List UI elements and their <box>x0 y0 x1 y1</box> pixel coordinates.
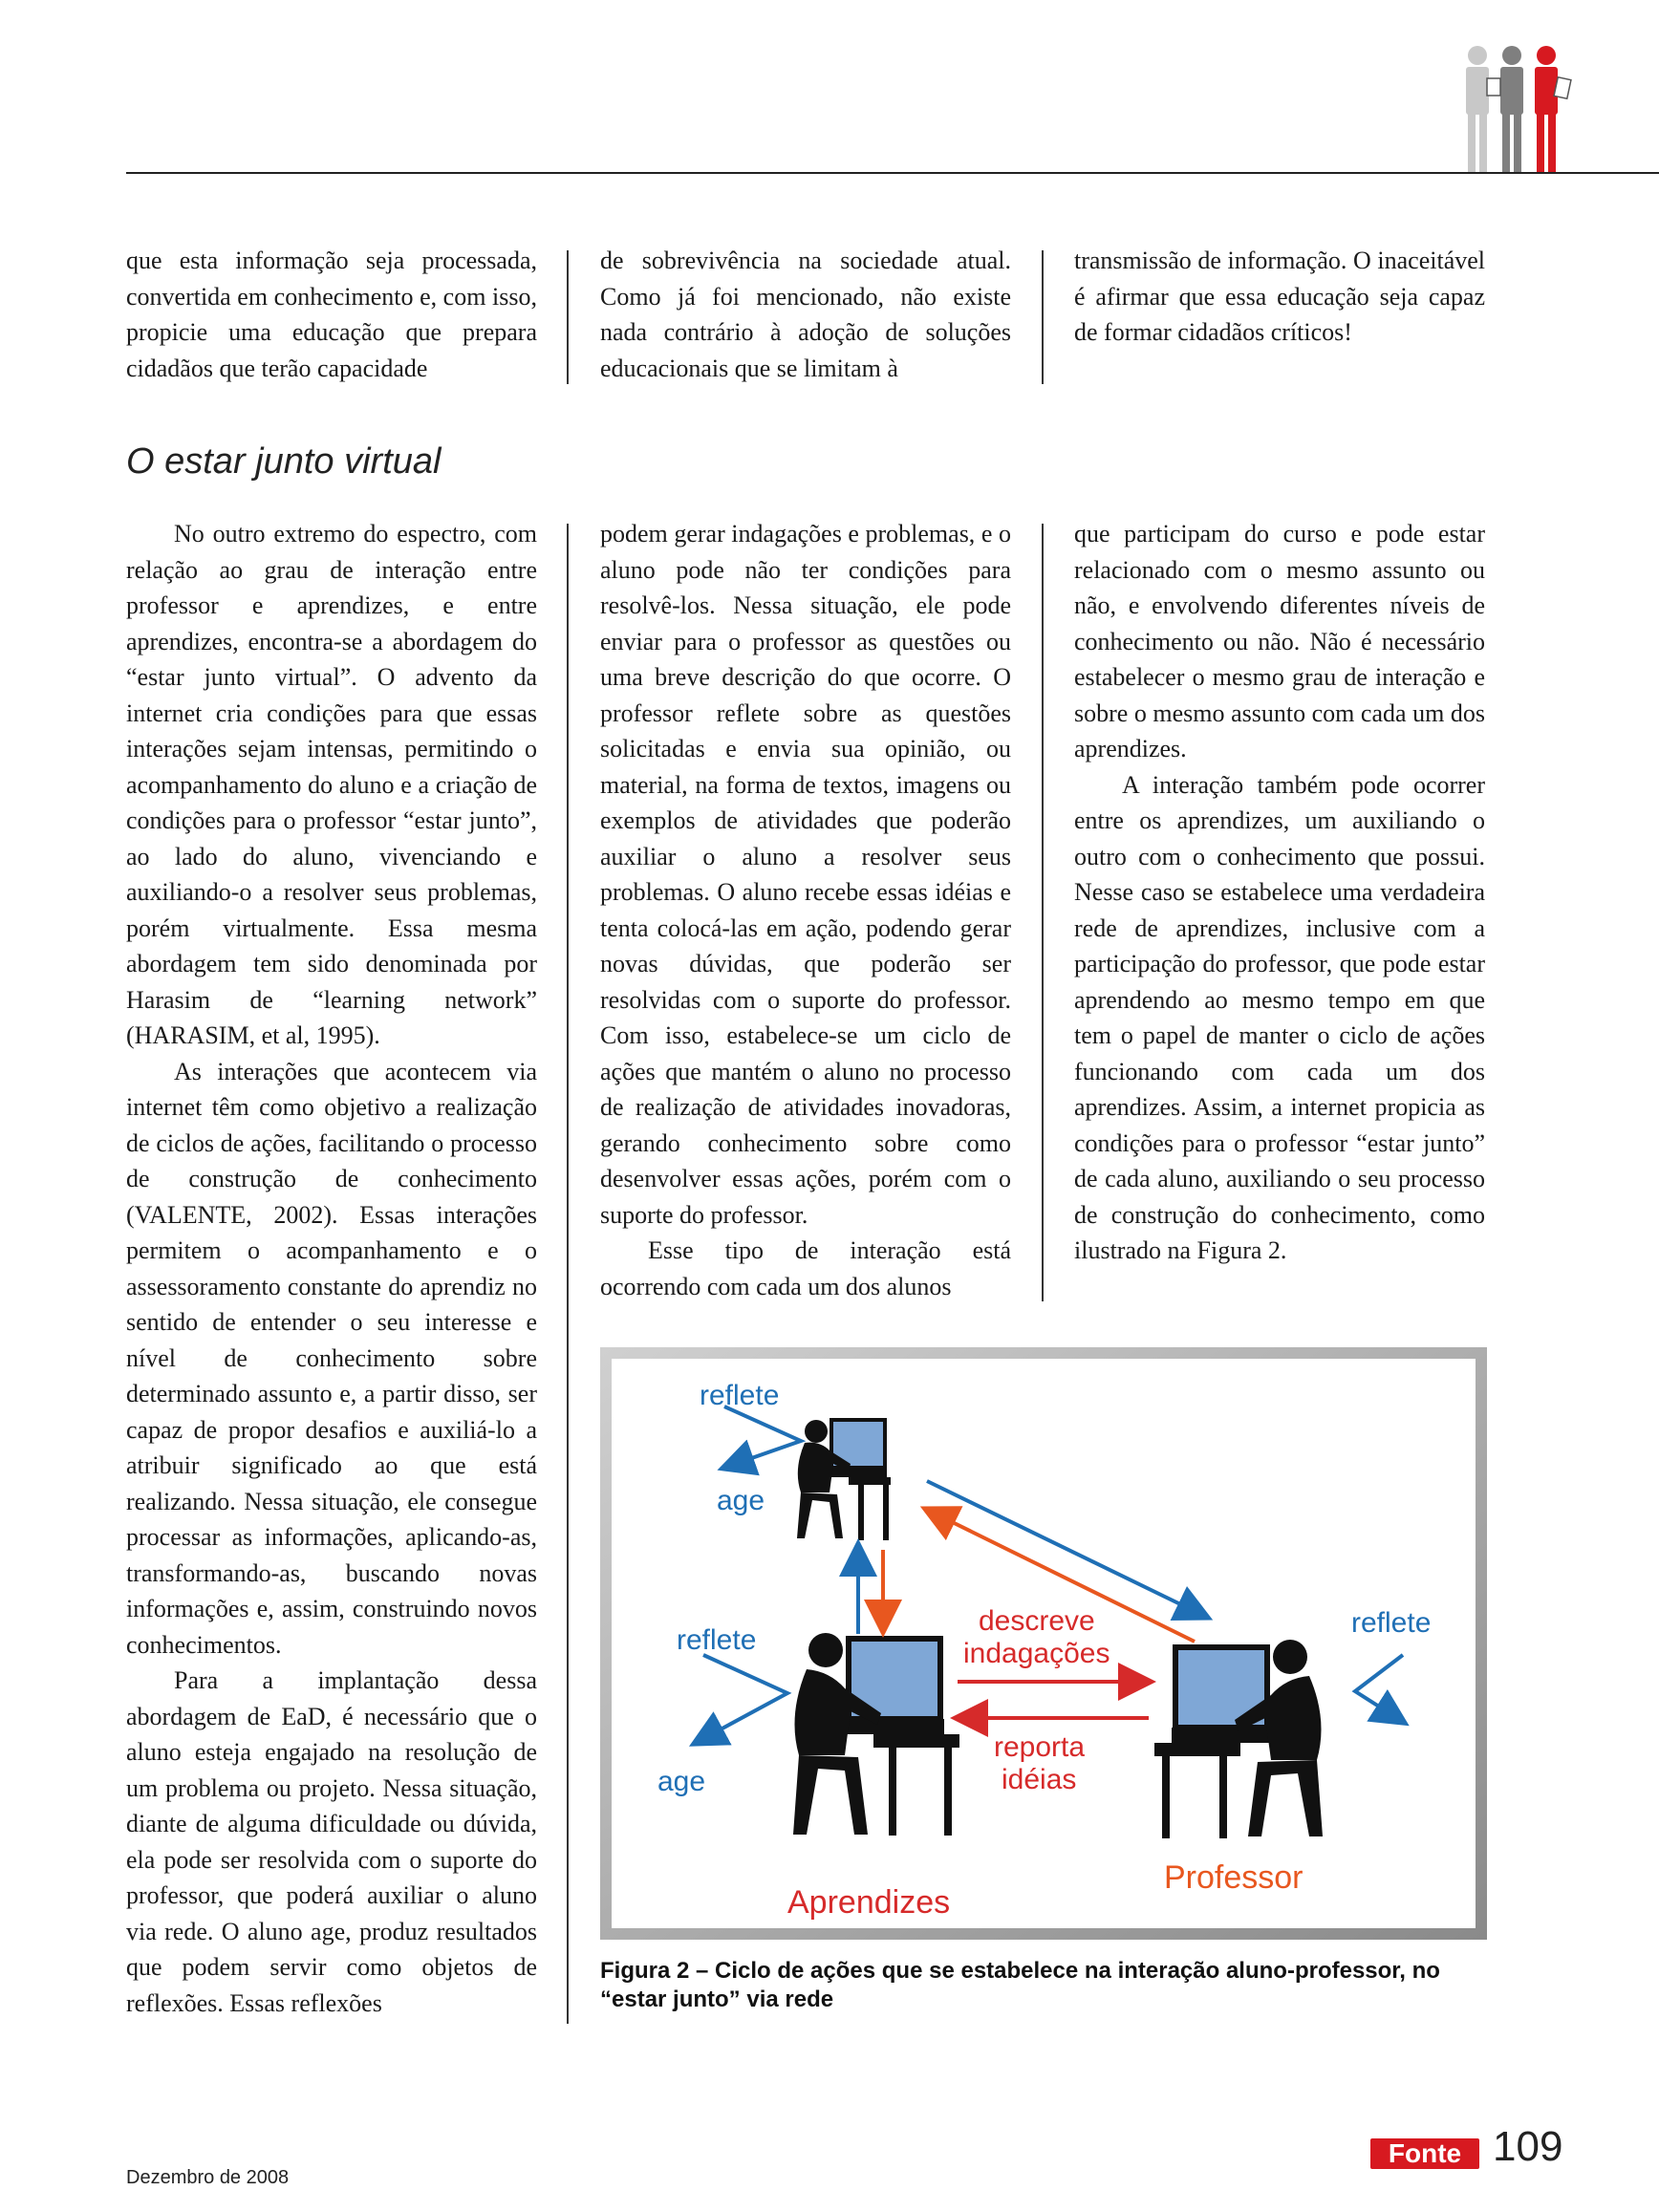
paragraph: No outro extremo do espectro, com relação ao grau de interação entre professor e aprendizes, e entre aprendizes, encontra-se a abordagem do “estar junto virtual”. O advento da internet cria condições para que essas interações sejam intensas, permitindo o acompanhamento do aluno e a criação de condições para o professor “estar junto”, ao lado do aluno, vivenciando e auxiliando-o a resolver seus problemas, porém virtualmente. Essa mesma abordagem tem sido denominada por Harasim de “learning network” (HARASIM, et al, 1995). <box>126 520 537 1049</box>
footer-date: Dezembro de 2008 <box>126 2167 290 2188</box>
column-divider <box>567 250 569 384</box>
label-ideias: idéias <box>1002 1764 1077 1795</box>
header-rule <box>126 172 1659 174</box>
label-reflete-right: reflete <box>1351 1607 1432 1639</box>
label-reporta: reporta <box>994 1731 1086 1763</box>
paragraph: podem gerar indagações e problemas, e o aluno pode não ter condições para resolvê-los. Nessa situação, ele pode enviar para o professor as questões ou uma breve descrição do que ocorre. O professor reflete sobre as questões solicitadas e envia sua opinião, ou material, na forma de textos, imagens ou exemplos de atividades que poderão auxiliar o aluno a resolver seus problemas. O aluno recebe essas idéias e tenta colocá-las em ação, podendo gerar novas dúvidas, que poderão ser resolvidas com o suporte do professor. Com isso, estabelece-se um ciclo de ações que mantém o aluno no processo de realização de atividades inovadoras, gerando conhecimento sobre como desenvolver essas ações, porém com o suporte do professor. <box>600 520 1011 1229</box>
label-reflete-left: reflete <box>677 1624 757 1656</box>
section-heading: O estar junto virtual <box>126 441 442 482</box>
column-divider <box>1042 250 1044 384</box>
column-divider <box>567 524 569 2024</box>
label-age-top: age <box>717 1485 765 1516</box>
paragraph: As interações que acontecem via internet têm como objetivo a realização de ciclos de ações, facilitando o processo de construção de conhecimento (VALENTE, 2002). Essas interações permitem o acompanhamento e o assessoramento constante do aprendiz no sentido de entender o seu interesse e nível de conhecimento sobre determinado assunto e, a partir disso, ser capaz de propor desafios e auxiliá-lo a atribuir significado ao que está realizando. Nessa situação, ele consegue processar as informações, aplicando-as, transformando-as, buscando novas informações e, assim, construindo novos conhecimentos. <box>126 1057 537 1659</box>
top-column-2-text: de sobrevivência na sociedade atual. Como já foi mencionado, não existe nada contrário à adoção de soluções educacionais que se limitam à <box>600 247 1011 382</box>
top-column-2 <box>600 243 1011 386</box>
label-aprendizes: Aprendizes <box>787 1884 951 1921</box>
top-column-1-text: que esta informação seja processada, convertida em conhecimento e, com isso, propicie uma educação que prepara cidadãos que terão capacidade <box>126 247 537 382</box>
page-number: 109 <box>1493 2123 1563 2170</box>
top-column-3 <box>1074 243 1485 351</box>
top-column-1 <box>126 243 537 386</box>
top-column-3-text: transmissão de informação. O inaceitável é afirmar que essa educação seja capaz de formar cidadãos críticos! <box>1074 247 1485 346</box>
column-divider <box>1042 524 1044 1301</box>
main-column-1 <box>126 516 537 2021</box>
label-reflete-top: reflete <box>700 1380 780 1411</box>
paragraph: A interação também pode ocorrer entre os aprendizes, um auxiliando o outro com o conhecimento que possui. Nesse caso se estabelece uma verdadeira rede de aprendizes, inclusive com a participação do professor, que pode estar aprendendo ao mesmo tempo em que tem o papel de manter o ciclo de ações funcionando com cada um dos aprendizes. Assim, a internet propicia as condições para o professor “estar junto” de cada aluno, auxiliando o seu processo de construção do conhecimento, como ilustrado na Figura 2. <box>1074 770 1485 1264</box>
label-descreve: descreve <box>979 1605 1095 1637</box>
main-column-3 <box>1074 516 1485 1269</box>
main-column-2 <box>600 516 1011 1304</box>
label-indagacoes: indagações <box>963 1638 1110 1669</box>
brand-badge: Fonte <box>1370 2138 1479 2169</box>
paragraph: Para a implantação dessa abordagem de EaD, é necessário que o aluno esteja engajado na resolução de um problema ou projeto. Nessa situação, diante de alguma dificuldade ou dúvida, ela pode ser resolvida com o suporte do professor, que poderá auxiliar o aluno via rede. O aluno age, produz resultados que podem servir como objetos de reflexões. Essas reflexões <box>126 1666 537 2017</box>
paragraph: que participam do curso e pode estar relacionado com o mesmo assunto ou não, e envolvendo diferentes níveis de conhecimento ou não. Não é necessário estabelecer o mesmo grau de interação e sobre o mesmo assunto com cada um dos aprendizes. <box>1074 520 1485 762</box>
figure-caption: Figura 2 – Ciclo de ações que se estabelece na interação aluno-professor, no “estar junto” via rede <box>600 1958 1440 2012</box>
figure-2-diagram <box>600 1347 1487 1940</box>
label-professor: Professor <box>1164 1859 1304 1896</box>
paragraph: Esse tipo de interação está ocorrendo com cada um dos alunos <box>600 1236 1011 1300</box>
people-logo-icon <box>1449 42 1583 176</box>
label-age-left: age <box>657 1766 706 1797</box>
